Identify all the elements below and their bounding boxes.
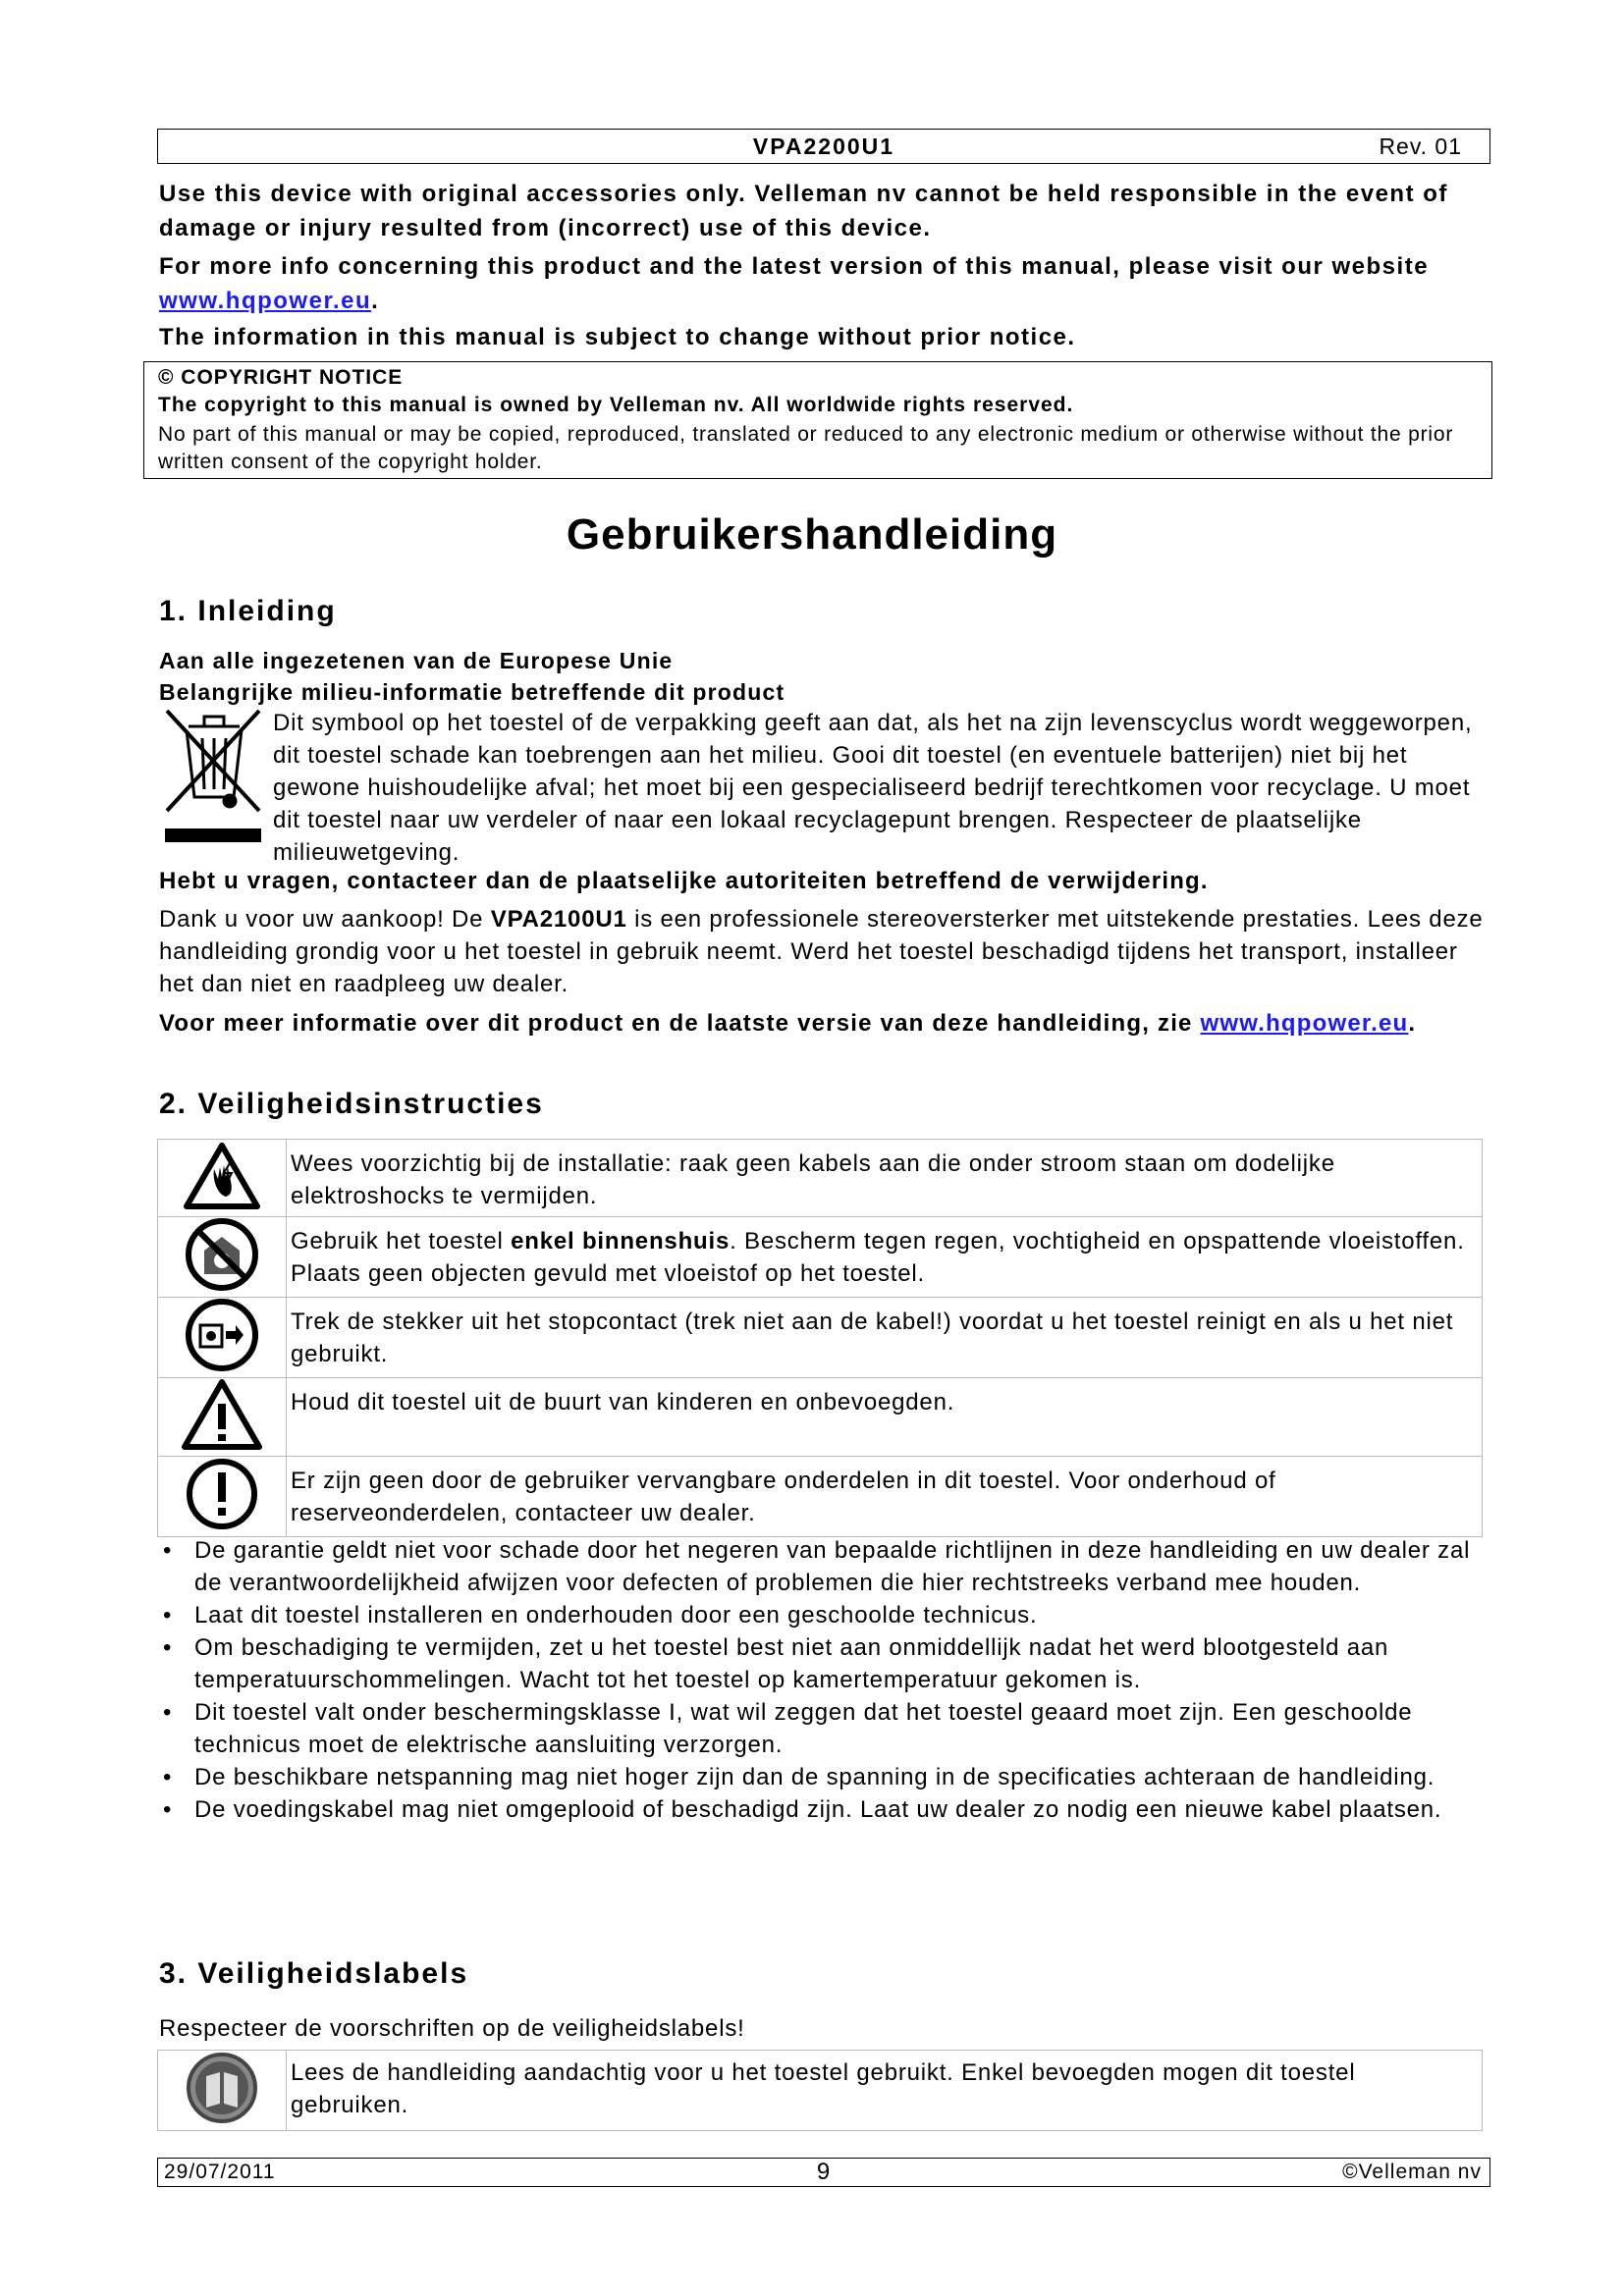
electric-shock-warning-icon: [158, 1140, 287, 1217]
safety-text: Wees voorzichtig bij de installatie: raak geen kabels aan die onder stroom staan om dodelijke elektroshocks te vermijden.: [287, 1140, 1483, 1217]
section-1-subheading-1: Aan alle ingezetenen van de Europese Unie: [159, 648, 674, 673]
list-item: • Om beschadiging te vermijden, zet u het toestel best niet aan onmiddellijk nadat het werd blootgesteld aan temperatuurschommelingen. Wacht tot het toestel op kamertemperatuur gekomen is.: [163, 1634, 1389, 1693]
safety-row: [158, 1217, 1483, 1298]
footer-bar: [157, 2158, 1490, 2187]
section-1-subheading-2: Belangrijke milieu-informatie betreffende dit product: [159, 679, 785, 705]
thanks-paragraph: [159, 903, 1485, 1000]
section-1-heading: 1. Inleiding: [159, 595, 337, 627]
safety-text: [287, 1217, 1483, 1298]
section-3-heading: 3. Veiligheidslabels: [159, 1957, 469, 1990]
bullet-text: De beschikbare netspanning mag niet hoger zijn dan de spanning in de specificaties achteraan de handleiding.: [194, 1764, 1435, 1790]
thanks-text-b: is een professionele stereoversterker met uitstekende prestaties. Lees deze handleiding grondig voor u het toestel in gebruik neemt. Werd het toestel beschadigd tijdens het transport, installeer het dan niet en raadpleeg uw dealer.: [159, 906, 1484, 997]
revision: Rev. 01: [1379, 133, 1462, 159]
copyright-details: No part of this manual or may be copied, reproduced, translated or reduced to any electronic medium or otherwise without the prior written consent of the copyright holder.: [158, 423, 1454, 473]
indoor-use-only-icon: [158, 1217, 287, 1298]
header-bar: [157, 129, 1490, 164]
page-number: 9: [816, 2159, 832, 2185]
bullet-text: Laat dit toestel installeren en onderhouden door een geschoolde technicus.: [194, 1602, 1038, 1629]
thanks-text-a: Dank u voor uw aankoop! De: [159, 906, 491, 933]
safety-text: Houd dit toestel uit de buurt van kinderen en onbevoegden.: [287, 1378, 1483, 1457]
questions-line: Hebt u vragen, contacteer dan de plaatselijke autoriteiten betreffend de verwijdering.: [159, 868, 1209, 894]
safety-row: [158, 1457, 1483, 1537]
more-info-link[interactable]: www.hqpower.eu: [1200, 1010, 1409, 1037]
list-item: • De beschikbare netspanning mag niet hoger zijn dan de spanning in de specificaties achteraan de handleiding.: [163, 1764, 1435, 1790]
list-item: • Dit toestel valt onder beschermingsklasse I, wat wil zeggen dat het toestel geaard moet zijn. Een geschoolde technicus moet de elektrische aansluiting verzorgen.: [163, 1699, 1413, 1758]
bullet-text: Om beschadiging te vermijden, zet u het toestel best niet aan onmiddellijk nadat het werd blootgesteld aan temperatuurschommelingen. Wacht tot het toestel op kamertemperatuur gekomen is.: [194, 1634, 1389, 1693]
list-item: • Laat dit toestel installeren en onderhouden door een geschoolde technicus.: [163, 1602, 1038, 1629]
bullet-text: De garantie geldt niet voor schade door het negeren van bepaalde richtlijnen in deze handleiding en uw dealer zal de verantwoordelijkheid afwijzen voor defecten of problemen die hier rechtstreeks verband mee houden.: [194, 1537, 1471, 1596]
safety-text: Trek de stekker uit het stopcontact (trek niet aan de kabel!) voordat u het toestel reinigt en als u het niet gebruikt.: [287, 1298, 1483, 1378]
safety-instructions-table: [157, 1139, 1483, 1537]
bullet-text: Dit toestel valt onder beschermingsklasse I, wat wil zeggen dat het toestel geaard moet zijn. Een geschoolde technicus moet de elektrische aansluiting verzorgen.: [194, 1699, 1413, 1758]
safety-text-bold: enkel binnenshuis: [511, 1228, 731, 1255]
read-manual-icon: [158, 2051, 287, 2131]
copyright-title: © COPYRIGHT NOTICE: [158, 366, 404, 389]
intro-paragraph-3: The information in this manual is subject to change without prior notice.: [159, 324, 1076, 350]
more-info-end: .: [1408, 1010, 1417, 1037]
footer-copyright: ©Velleman nv: [1342, 2161, 1482, 2183]
list-item: • De voedingskabel mag niet omgeplooid of beschadigd zijn. Laat uw dealer zo nodig een nieuwe kabel plaatsen.: [163, 1796, 1442, 1823]
page-title: Gebruikershandleiding: [566, 510, 1058, 559]
safety-row: [158, 1298, 1483, 1378]
copyright-notice-box: [143, 361, 1492, 479]
safety-label-text: Lees de handleiding aandachtig voor u het toestel gebruikt. Enkel bevoegden mogen dit toestel gebruiken.: [287, 2051, 1483, 2131]
more-info-text: Voor meer informatie over dit product en de laatste versie van deze handleiding, zie: [159, 1010, 1193, 1037]
model-number: VPA2200U1: [752, 133, 895, 159]
safety-row: [158, 2051, 1483, 2131]
safety-labels-table: [157, 2050, 1483, 2131]
intro-paragraph-2-text: For more info concerning this product and the latest version of this manual, please visit our website: [159, 253, 1430, 280]
more-info-paragraph: [159, 1007, 1485, 1040]
safety-row: [158, 1140, 1483, 1217]
unplug-icon: [158, 1298, 287, 1378]
safety-row: [158, 1378, 1483, 1457]
warning-triangle-icon: [158, 1378, 287, 1457]
weee-bin-icon: [159, 709, 267, 846]
list-item: • De garantie geldt niet voor schade door het negeren van bepaalde richtlijnen in deze handleiding en uw dealer zal de verantwoordelijkheid afwijzen voor defecten of problemen die hier rechtstreeks verband mee houden.: [163, 1537, 1471, 1596]
section-3-intro: Respecteer de voorschriften op de veiligheidslabels!: [159, 2015, 745, 2042]
intro-paragraph-2: [159, 249, 1480, 318]
intro-paragraph-2-end: .: [371, 288, 380, 314]
thanks-model: VPA2100U1: [490, 906, 627, 933]
copyright-statement: The copyright to this manual is owned by Velleman nv. All worldwide rights reserved.: [158, 394, 1074, 416]
weee-text: Dit symbool op het toestel of de verpakking geeft aan dat, als het na zijn levenscyclus wordt weggeworpen, dit toestel schade kan toebrengen aan het milieu. Gooi dit toestel (en eventuele batterijen) niet bij het gewone huishoudelijke afval; het moet bij een gespecialiseerd bedrijf terechtkomen voor recyclage. U moet dit toestel naar uw verdeler of naar een lokaal recyclagepunt brengen. Respecteer de plaatselijke milieuwetgeving.: [273, 710, 1473, 866]
website-link[interactable]: www.hqpower.eu: [159, 288, 372, 314]
safety-text: Er zijn geen door de gebruiker vervangbare onderdelen in dit toestel. Voor onderhoud of reserveonderdelen, contacteer uw dealer.: [287, 1457, 1483, 1537]
exclamation-circle-icon: [158, 1457, 287, 1537]
footer-date: 29/07/2011: [164, 2161, 276, 2183]
safety-text-b: . Bescherm tegen regen, vochtigheid en opspattende vloeistoffen. Plaats geen objecten gevuld met vloeistof op het toestel.: [291, 1228, 1465, 1287]
bullet-text: De voedingskabel mag niet omgeplooid of beschadigd zijn. Laat uw dealer zo nodig een nieuwe kabel plaatsen.: [194, 1796, 1442, 1823]
safety-bullet-list: [159, 1534, 1485, 1826]
safety-text-a: Gebruik het toestel: [291, 1228, 512, 1255]
section-2-heading: 2. Veiligheidsinstructies: [159, 1088, 544, 1120]
intro-paragraph-1: Use this device with original accessories only. Velleman nv cannot be held responsible in the event of damage or injury resulted from (incorrect) use of this device.: [159, 181, 1448, 241]
